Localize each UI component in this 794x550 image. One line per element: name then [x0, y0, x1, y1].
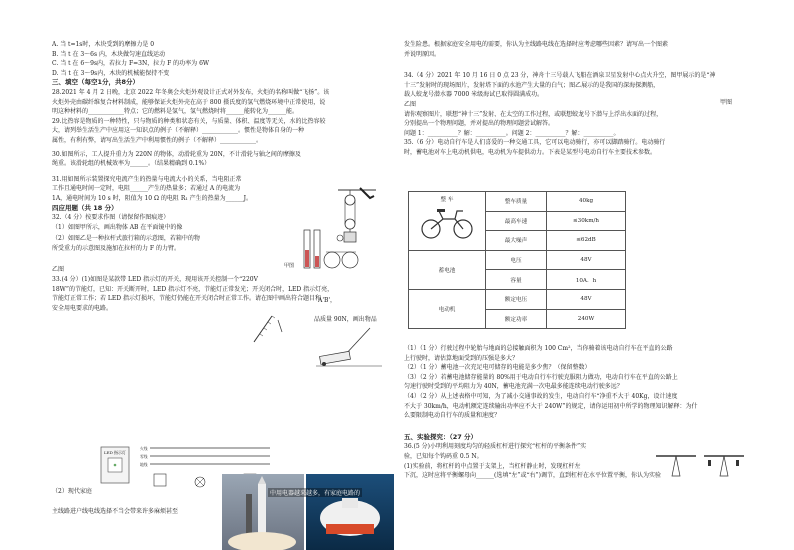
q28-line3: 明这种材料的____________特点；它的燃料是氢气，氢气燃烧时将______能转化为______能。 [52, 108, 299, 116]
q36-line2: 验，已知每个钩码重 0.5 N。 [404, 452, 483, 460]
q32-part2: （2）如图乙是一种拉杆式旅行箱的示意图，若箱中的物 [52, 235, 200, 243]
group-motor: 电动机 [409, 289, 486, 328]
heat-apparatus-figure [300, 226, 360, 270]
q32-part2-cont: 所受重力的示意图及施加在拉杆的力 F 的力臂。 [52, 244, 180, 252]
q29-line2: 大，请列举生活生产中应用这一知识点的例子（不解释）____________。惯性是物体自身的一种 [52, 127, 305, 135]
q33-line3: 节能灯正常工作；若 LED 指示灯损坏，节能灯仍能在开关闭合时正常工作。请在图中画出符合题目和 [52, 295, 321, 303]
wire-labels [140, 445, 148, 469]
param-voltage: 电压 [486, 250, 547, 270]
left-column [52, 40, 392, 313]
q35-part3-b: 匀速行驶时受到的平均阻力为 40N，蓄电池充满一次电最多能连续电动行驶多远？ [404, 383, 623, 391]
value-capacity: 10A．h [547, 270, 626, 290]
q35-part1-a: （1）（1 分）行驶过程中轮胎与地面的总接触面积为 100 Cm²，当你骑着该电动自行车在平直的公路 [404, 345, 673, 352]
q33-line2: 18W”的节能灯，已知：开关断开时，LED 指示灯不亮，节能灯正常发光；开关闭合时，LED 指示灯亮， [52, 285, 334, 293]
value-rated-power: 240W [547, 309, 626, 329]
section-fill-blank-heading: 三、填空（每空1分，共8分） [52, 78, 140, 87]
home-wiring-line: 主线路进户线电线选择不当会带来许多麻烦甚至 [52, 508, 179, 515]
param-rated-voltage: 额定电压 [486, 289, 547, 309]
jia-label-right: 甲图 [720, 99, 733, 106]
q34-line3: 载人蛟龙号潜水器 7000 米级海试已取得圆满成功。 [404, 91, 544, 99]
q31-line1: 31.用如图所示装置探究电流产生的热量与电流大小的关系，当电阻正常 [52, 175, 242, 183]
q31-line3: 1A，通电时间为 10 s 时，阻值为 10 Ω 的电阻 R₁ 产生的热量为______J。 [52, 194, 253, 202]
lever-figures [652, 446, 748, 482]
section-application-heading: 四应用题（共 18 分） [52, 203, 118, 212]
param-rated-power: 额定功率 [486, 309, 547, 329]
option-c: C. 当 t 在 6～9s内，若拉力 F=3N，拉力 F 的功率为 6W [52, 60, 210, 68]
luggage-figure [314, 326, 384, 370]
q33-line4: 安全用电要求的电路。 [52, 304, 113, 312]
q36-line1: 36.(5 分)小明利用刻度均匀的轻质杠杆进行探究“杠杆的平衡条件”实 [404, 443, 587, 451]
mirror-figure [248, 312, 288, 348]
value-voltage: 48V [547, 250, 626, 270]
value-mass: 40kg [547, 192, 626, 212]
q34-questions: 问题 1：__________？解：__________。问题 2：__________？解：__________。 [404, 129, 620, 137]
value-noise: ≤62dB [547, 231, 626, 251]
yi-label-left: 乙图 [52, 266, 65, 274]
q30-line1: 30.如图所示，工人提升重力为 220N 的物体，动滑轮重为 20N，不计滑轮与轴之间的摩擦及 [52, 150, 301, 158]
ground-wire-label: 地线 [140, 462, 148, 467]
q35-part1-b: 上行驶时，请估算地面受到的压强是多大？ [404, 354, 519, 362]
q34-line1: 34.（4 分）2021 年 10 月 16 日 0 点 23 分，神舟十三号载人飞船在酒泉卫星发射中心点火升空，图甲展示的是“神 [404, 72, 716, 80]
q35-line1: 35.（6 分）电动自行车是人们喜爱的一种交通工具，它可以电动骑行，亦可以脚踏骑行。电动骑行 [404, 139, 666, 147]
q35-part4-b: 不大于 30km/h，电动机额定连续输出功率应不大于 240W”的规定，请你运用初中所学的物理知识解释：为什 [404, 402, 698, 410]
q32-part1: （1）如图甲所示，画出物体 AB 在平面镜中的像 [52, 223, 183, 231]
q34-line2: 十三”发射时的现场图片，发射塔下面的水池产生大量的白气；图乙展示的是我国的深海探测船， [404, 81, 660, 89]
q28-line1: 28.2021 年 4 月 2 日晚，北京 2022 年冬奥会火炬外观设计正式对外发布，火炬的名称叫做“飞扬”。该 [52, 88, 330, 96]
q35-part2: （2）（1 分）蓄电池一次充足电可储存的电能是多少焦？（保留整数） [404, 364, 591, 372]
param-noise: 最大噪声 [486, 231, 547, 251]
jia-label-left: 甲图 [284, 263, 295, 269]
q33-continued-1: 发生险患。根据家庭安全用电的需要，你认为主线路电线在选择时应考虑哪些因素？请写出一个图素 [404, 41, 669, 48]
option-d: D. 当 t 在 3～9s内，木块的机械能保持不变 [52, 69, 170, 77]
q31-line2: 工作且通电时间一定时，电阻______产生的热量多；若通过 A 的电流为 [52, 185, 241, 193]
param-speed: 最高车速 [486, 211, 547, 231]
value-rated-voltage: 48V [547, 289, 626, 309]
q34-line5: 分别提出一个物理问题，并对提出的物理问题尝试解答。 [404, 120, 555, 128]
q35-part4-a: （4）（2 分）从上述表格中可知，为了减小交通事故的发生，电动自行车“净重不大于 40Kg，设计速度 [404, 392, 678, 400]
q36-line3: (1)实验前，将杠杆的中点置于支架上，当杠杆静止时，发现杠杆左 [404, 462, 581, 470]
modern-home-text: （2）现代家庭 [52, 488, 92, 495]
q34-line4: 请你观察图片，联想“神十三”发射、在太空的工作过程，或联想蛟龙号下潜与上浮出水面的过程， [404, 110, 663, 118]
q35-line2: 时，蓄电池对车上电动机供电，电动机为车提供动力。下表是某型号电动自行车主要技术参数。 [404, 148, 657, 156]
zero-wire-label: 零线 [140, 454, 148, 459]
ebike-spec-table [408, 191, 626, 329]
luggage-note: 品质量 90N，画出物品 [314, 316, 377, 323]
section-experiment-heading: 五、实验探究：（27 分） [404, 432, 478, 441]
q35-part4-c: 么要限制电动自行车的质量和速度？ [404, 412, 501, 420]
ebike-icon [419, 205, 475, 241]
group-battery: 蓄电池 [409, 250, 486, 289]
image-label-ab: A'B'， [318, 297, 337, 304]
fire-wire-label: 火线 [140, 446, 148, 451]
q33-continued-2: 并说明原因。 [404, 50, 441, 58]
q29-line3: 属性，有利有弊，请写出生活生产中利用惯性的例子（不解释）____________。 [52, 136, 263, 144]
overlay-caption: 中用电器越来越多，有家庭电路的 [270, 490, 361, 497]
q32-heading: 32.（4 分）按要求作图（请保留作图痕迹） [52, 214, 170, 222]
yi-label-right: 乙图 [404, 100, 417, 108]
right-column [404, 40, 748, 158]
q28-line2: 火炬外壳由碳纤维复合材料制成，能够保证火炬外壳在高于 800 摄氏度的氢气燃烧环境中正常使用，说 [52, 98, 326, 106]
q33-line1: 33.(4 分）(1)如图是某款带 LED 指示灯的开关，现用该开关控制一个“220V [52, 276, 258, 284]
q30-line2: 绳重。该滑轮组的机械效率为______。（结果精确到 0.1%） [52, 160, 211, 168]
led-box-label: LED 指示灯 [104, 450, 127, 455]
rocket-launch-photo [222, 474, 304, 550]
option-a: A. 当 t=1s时，木块受到的摩擦力是 0 [52, 41, 155, 48]
q29-line1: 29.比热容是物质的一种特性，只与物质的种类和状态有关，与质量、体积、温度等无关，水的比热容较 [52, 117, 326, 125]
param-capacity: 容量 [486, 270, 547, 290]
group-whole-bike: 整 车 [409, 192, 486, 251]
option-b: B. 当 t 在 3～6s 内，木块做匀速直线运动 [52, 50, 165, 58]
q36-line4: 下沉，这时应将平衡螺母向______(选填“左”或“右”)调节，直到杠杆在水平位置平衡，你认为实验 [404, 472, 661, 480]
value-speed: ≤30km/h [547, 211, 626, 231]
deep-sea-vessel-photo [306, 474, 394, 550]
param-mass: 整车质量 [486, 192, 547, 212]
q35-part3-a: （3）（2 分）若蓄电池储存能量的 80%用于电动自行车行驶克服阻力做功，电动自行车在平直的公路上 [404, 373, 678, 381]
